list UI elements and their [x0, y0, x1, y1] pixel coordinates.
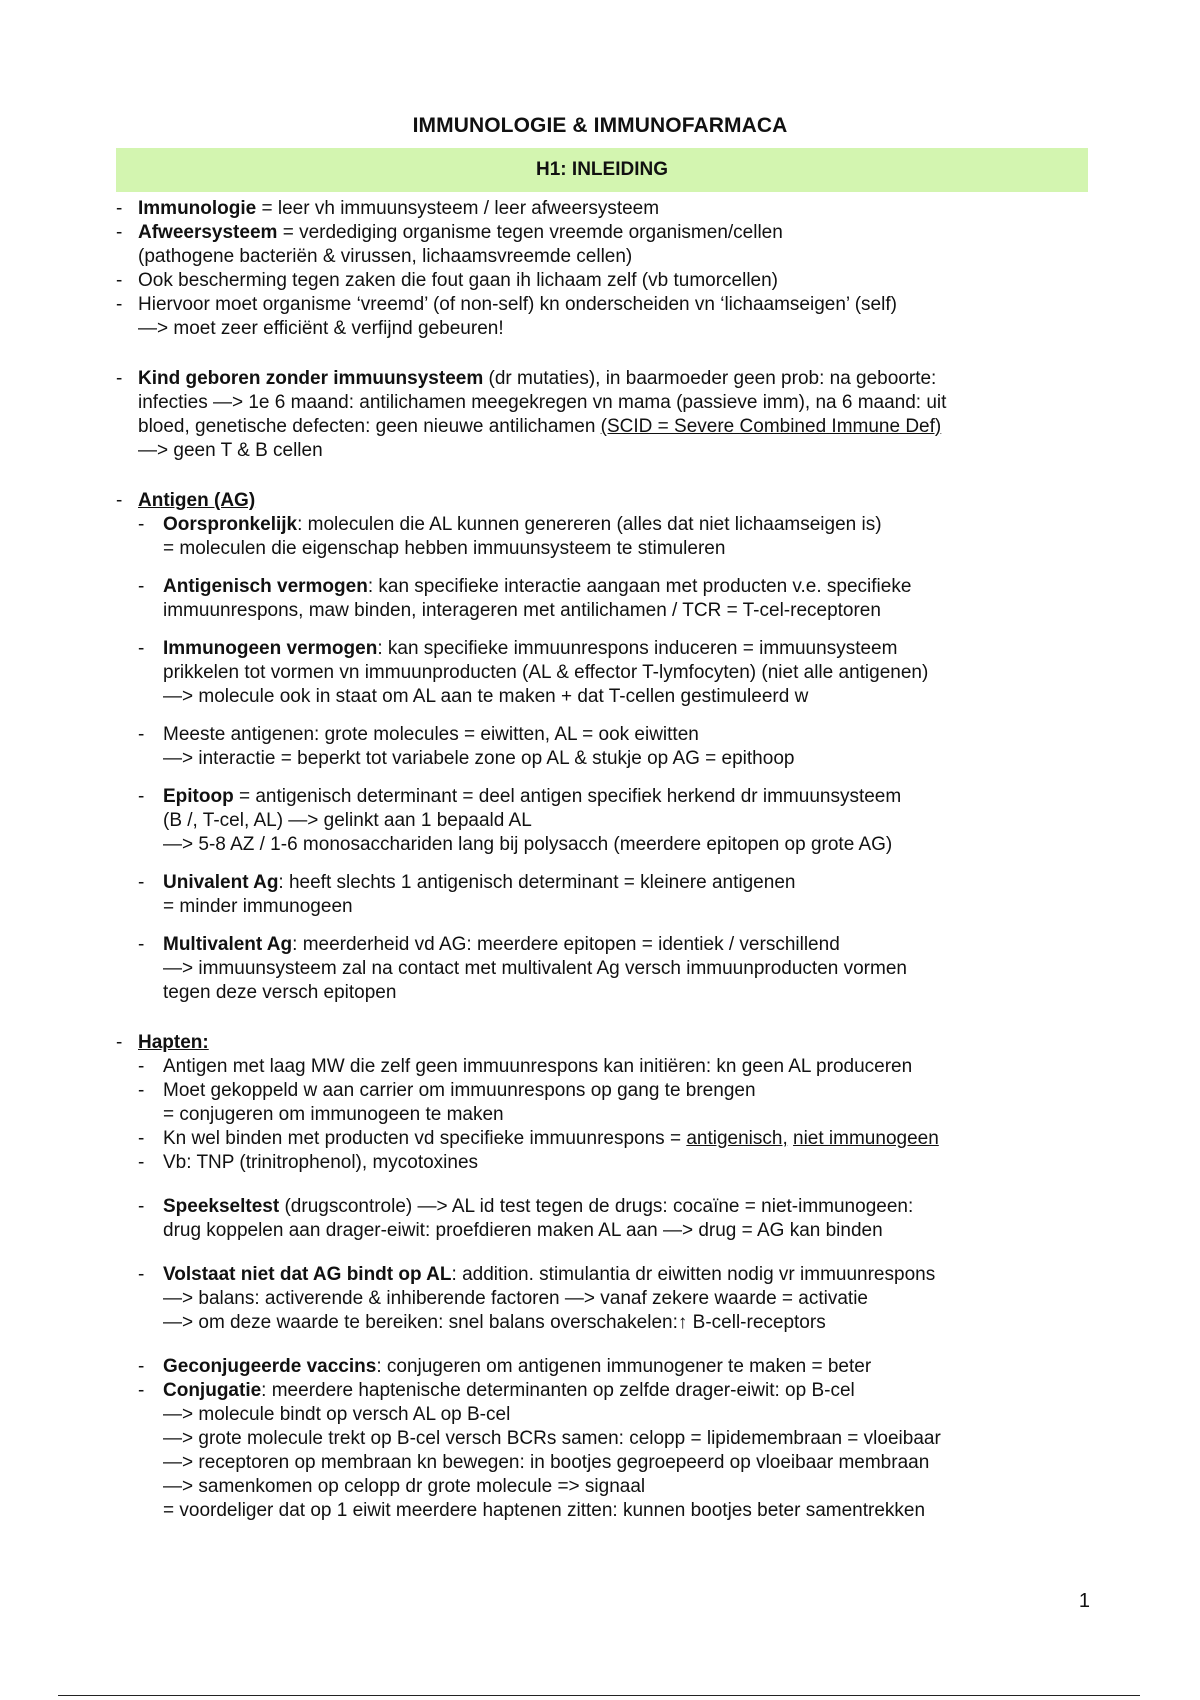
bullet-dash: - — [116, 270, 123, 291]
term-multivalent: Multivalent Ag — [163, 934, 293, 955]
continuation-line: —> om deze waarde te bereiken: snel balans overschakelen:↑ B-cell-receptors — [163, 1312, 826, 1333]
document-title: IMMUNOLOGIE & IMMUNOFARMACA — [412, 114, 788, 137]
definition-text: : heeft slechts 1 antigenisch determinant = kleinere antigenen — [278, 872, 796, 893]
bullet-dash: - — [138, 786, 145, 807]
sub-item-meeste-antigenen — [138, 723, 1096, 771]
continuation-line: = conjugeren om immunogeen te maken — [163, 1104, 504, 1125]
item-text: Meeste antigenen: grote molecules = eiwitten, AL = ook eiwitten — [163, 724, 699, 745]
continuation-line: —> balans: activerende & inhiberende factoren —> vanaf zekere waarde = activatie — [163, 1288, 869, 1309]
item-text: Moet gekoppeld w aan carrier om immuunrespons op gang te brengen — [163, 1080, 756, 1101]
continuation-line: immuunrespons, maw binden, interageren met antilichamen / TCR = T-cel-receptoren — [163, 600, 881, 621]
definition-text: = verdediging organisme tegen vreemde organismen/cellen — [277, 222, 783, 243]
bullet-dash: - — [116, 490, 123, 511]
continuation-line: (pathogene bacteriën & virussen, lichaamsvreemde cellen) — [138, 246, 633, 267]
bullet-dash: - — [138, 1056, 145, 1077]
term-conjugatie: Conjugatie — [163, 1380, 262, 1401]
sub-item-conjugatie — [138, 1379, 1096, 1523]
definition-text: : conjugeren om antigenen immunogener te maken = beter — [376, 1356, 872, 1377]
continuation-line: —> immuunsysteem zal na contact met multivalent Ag versch immuunproducten vormen — [163, 958, 907, 979]
list-item-immunologie — [116, 197, 1096, 221]
term-kind: Kind geboren zonder immuunsysteem — [138, 368, 484, 389]
item-text: Hiervoor moet organisme ‘vreemd’ (of non-self) kn onderscheiden vn ‘lichaamseigen’ (self) — [138, 294, 897, 315]
continuation-line: —> interactie = beperkt tot variabele zone op AL & stukje op AG = epithoop — [163, 748, 795, 769]
list-item-hiervoor — [116, 293, 1096, 341]
bullet-dash: - — [138, 1196, 145, 1217]
bullet-dash: - — [116, 198, 123, 219]
bullet-dash: - — [138, 1264, 145, 1285]
definition-text: = leer vh immuunsysteem / leer afweersysteem — [256, 198, 660, 219]
sub-item-epitoop — [138, 785, 1096, 857]
sub-item-univalent — [138, 871, 1096, 919]
definition-text: (dr mutaties), in baarmoeder geen prob: na geboorte: — [483, 368, 937, 389]
definition-text: : addition. stimulantia dr eiwitten nodig vr immuunrespons — [451, 1264, 936, 1285]
definition-text: : meerderheid vd AG: meerdere epitopen = identiek / verschillend — [292, 934, 840, 955]
sub-item-oorspronkelijk — [138, 513, 1096, 561]
bullet-dash: - — [138, 1152, 145, 1173]
bullet-dash: - — [138, 1080, 145, 1101]
continuation-line: —> geen T & B cellen — [138, 440, 323, 461]
item-text: Antigen met laag MW die zelf geen immuunrespons kan initiëren: kn geen AL produceren — [163, 1056, 913, 1077]
sub-item-speekseltest — [138, 1195, 1096, 1243]
footer-divider — [58, 1695, 1140, 1696]
sub-item-hapten-binden — [138, 1127, 1096, 1151]
bullet-dash: - — [138, 576, 145, 597]
list-item-bescherming — [116, 269, 1096, 293]
term-univalent: Univalent Ag — [163, 872, 279, 893]
section-heading-hapten: Hapten: — [138, 1032, 209, 1053]
sub-item-multivalent — [138, 933, 1096, 1005]
term-oorspronkelijk: Oorspronkelijk — [163, 514, 298, 535]
page-number: 1 — [1078, 1590, 1090, 1612]
item-text: Kn wel binden met producten vd specifieke immuunrespons = — [163, 1128, 687, 1149]
definition-text: (drugscontrole) —> AL id test tegen de drugs: cocaïne = niet-immunogeen: — [279, 1196, 914, 1217]
sub-item-hapten-vb — [138, 1151, 1096, 1175]
bullet-dash: - — [138, 1128, 145, 1149]
continuation-line: = minder immunogeen — [163, 896, 353, 917]
continuation-text: bloed, genetische defecten: geen nieuwe antilichamen — [138, 416, 601, 437]
bullet-dash: - — [138, 934, 145, 955]
bullet-dash: - — [138, 514, 145, 535]
continuation-line: —> samenkomen op celopp dr grote molecule => signaal — [163, 1476, 646, 1497]
bullet-dash: - — [138, 724, 145, 745]
continuation-line: infecties —> 1e 6 maand: antilichamen meegekregen vn mama (passieve imm), na 6 maand: uit — [138, 392, 947, 413]
definition-text: : meerdere haptenische determinanten op zelfde drager-eiwit: op B-cel — [261, 1380, 855, 1401]
continuation-line: —> moet zeer efficiënt & verfijnd gebeuren! — [138, 318, 504, 339]
definition-text: : kan specifieke immuunrespons induceren = immuunsysteem — [377, 638, 898, 659]
bullet-dash: - — [138, 872, 145, 893]
term-geconjugeerde-vaccins: Geconjugeerde vaccins — [163, 1356, 377, 1377]
continuation-line: —> receptoren op membraan kn bewegen: in bootjes gegroepeerd op vloeibaar membraan — [163, 1452, 930, 1473]
term-afweersysteem: Afweersysteem — [138, 222, 278, 243]
definition-text: : kan specifieke interactie aangaan met producten v.e. specifieke — [367, 576, 912, 597]
continuation-line: drug koppelen aan drager-eiwit: proefdieren maken AL aan —> drug = AG kan binden — [163, 1220, 883, 1241]
underlined-text: antigenisch, — [686, 1128, 788, 1149]
underlined-text: (SCID = Severe Combined Immune Def) — [600, 416, 942, 437]
list-item-antigen — [116, 489, 1096, 513]
term-epitoop: Epitoop — [163, 786, 234, 807]
bullet-dash: - — [138, 638, 145, 659]
bullet-dash: - — [116, 368, 123, 389]
sub-item-geconjugeerde-vaccins — [138, 1355, 1096, 1379]
document-body — [116, 197, 1096, 1523]
definition-text: : moleculen die AL kunnen genereren (alles dat niet lichaamseigen is) — [297, 514, 882, 535]
term-immunologie: Immunologie — [138, 198, 257, 219]
bullet-dash: - — [138, 1380, 145, 1401]
bullet-dash: - — [116, 294, 123, 315]
bullet-dash: - — [138, 1356, 145, 1377]
section-heading-antigen: Antigen (AG) — [138, 490, 256, 511]
list-item-kind — [116, 367, 1096, 463]
continuation-line: = moleculen die eigenschap hebben immuunsysteem te stimuleren — [163, 538, 726, 559]
continuation-line: tegen deze versch epitopen — [163, 982, 397, 1003]
list-item-hapten — [116, 1031, 1096, 1055]
continuation-line: prikkelen tot vormen vn immuunproducten (AL & effector T-lymfocyten) (niet alle antigenen) — [163, 662, 929, 683]
term-volstaat: Volstaat niet dat AG bindt op AL — [163, 1264, 452, 1285]
item-text: Ook bescherming tegen zaken die fout gaan ih lichaam zelf (vb tumorcellen) — [138, 270, 779, 291]
underlined-text: niet immunogeen — [793, 1128, 939, 1149]
list-item-afweersysteem — [116, 221, 1096, 269]
chapter-heading: H1: INLEIDING — [116, 148, 1088, 192]
term-speekseltest: Speekseltest — [163, 1196, 280, 1217]
sub-item-immunogeen-vermogen — [138, 637, 1096, 709]
continuation-line — [138, 415, 1096, 439]
continuation-line: —> 5-8 AZ / 1-6 monosacchariden lang bij polysacch (meerdere epitopen op grote AG) — [163, 834, 893, 855]
sub-item-hapten-carrier — [138, 1079, 1096, 1127]
bullet-dash: - — [116, 1032, 123, 1053]
continuation-line: —> molecule ook in staat om AL aan te maken + dat T-cellen gestimuleerd w — [163, 686, 809, 707]
continuation-line: (B /, T-cel, AL) —> gelinkt aan 1 bepaald AL — [163, 810, 532, 831]
item-text: Vb: TNP (trinitrophenol), mycotoxines — [163, 1152, 479, 1173]
continuation-line: —> grote molecule trekt op B-cel versch BCRs samen: celopp = lipidemembraan = vloeibaar — [163, 1428, 941, 1449]
sub-item-antigenisch-vermogen — [138, 575, 1096, 623]
term-immunogeen-vermogen: Immunogeen vermogen — [163, 638, 378, 659]
sub-item-volstaat — [138, 1263, 1096, 1335]
term-antigenisch-vermogen: Antigenisch vermogen — [163, 576, 368, 597]
bullet-dash: - — [116, 222, 123, 243]
continuation-line: —> molecule bindt op versch AL op B-cel — [163, 1404, 511, 1425]
continuation-line: = voordeliger dat op 1 eiwit meerdere haptenen zitten: kunnen bootjes beter samentrekken — [163, 1500, 926, 1521]
definition-text: = antigenisch determinant = deel antigen specifiek herkend dr immuunsysteem — [233, 786, 902, 807]
sub-item-hapten-def — [138, 1055, 1096, 1079]
